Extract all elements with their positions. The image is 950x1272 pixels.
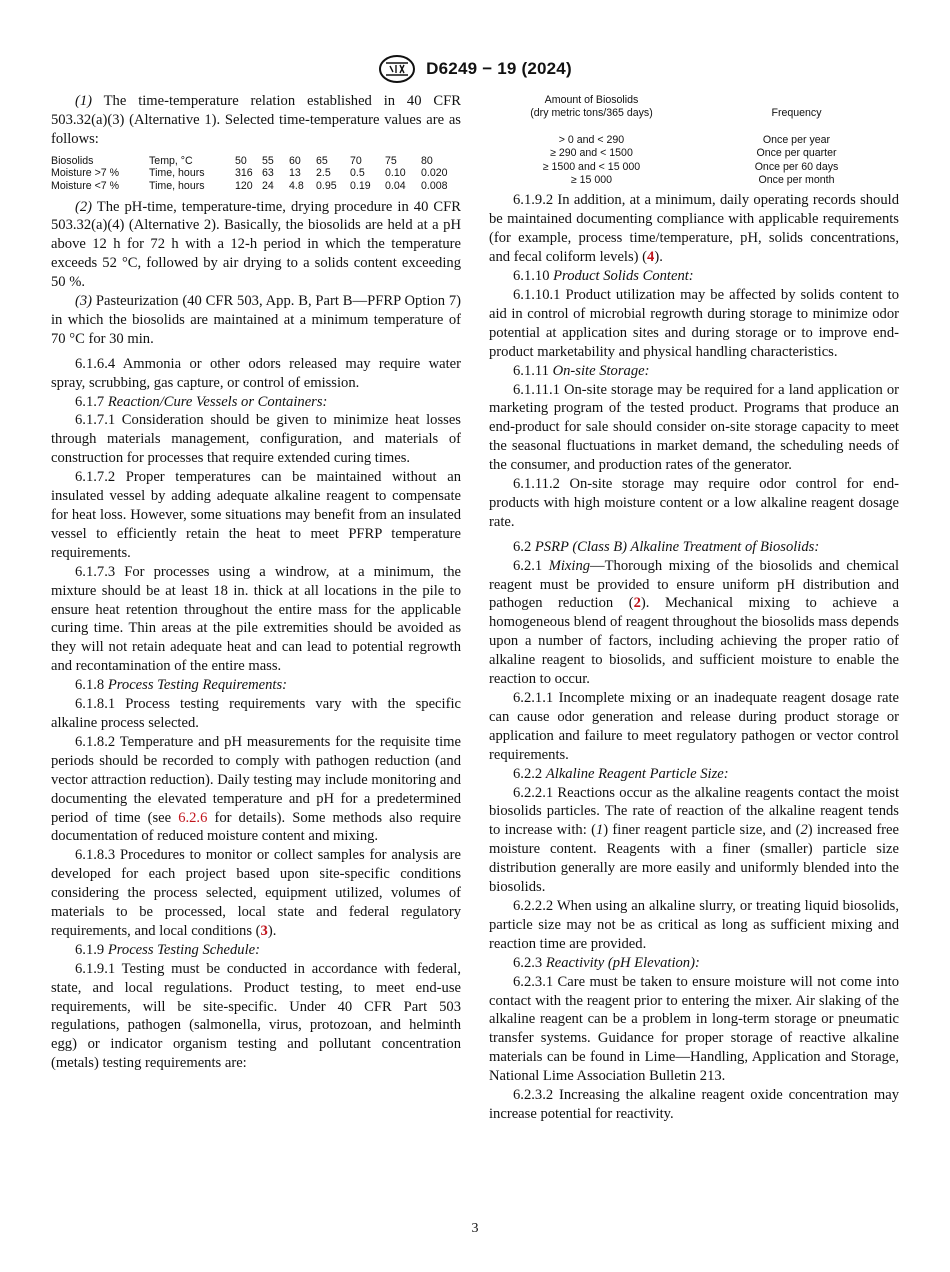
section-title: Alkaline Reagent Particle Size: <box>545 765 729 782</box>
section-6-1-8-1: 6.1.8.1 Process testing requirements vary with the specific alkaline process selected. <box>51 696 461 731</box>
table-cell: Biosolids <box>51 154 94 167</box>
astm-logo-icon <box>378 54 416 84</box>
table-header-cell: Frequency <box>771 107 822 120</box>
section-6-1-11-heading <box>489 362 899 381</box>
section-6-1-11-2: 6.1.11.2 On-site storage may require odor control for end-products with high moisture content or a low alkaline reagent dosage rate. <box>489 476 899 530</box>
header-line: (dry metric tons/365 days) <box>530 107 653 120</box>
item-2 <box>51 198 461 293</box>
table-cell: Temp, °C <box>149 154 193 167</box>
table-spacer-row <box>489 121 899 134</box>
table-header-cell <box>489 94 694 121</box>
section-number: 6.2.2 <box>513 765 546 782</box>
table-cell: 0.10 <box>385 167 406 180</box>
table-row <box>51 155 457 168</box>
table-cell: ≥ 290 and < 1500 <box>550 147 633 160</box>
section-title: Process Testing Requirements: <box>107 677 288 694</box>
section-6-2-1 <box>489 557 899 689</box>
table-cell: Once per quarter <box>756 147 837 160</box>
table-row <box>489 134 899 147</box>
paragraph-text: ) increased free moisture content. Reagents with a finer (smaller) particle size distribution generally are more easily and uniformly blended into the biosolids. <box>489 822 899 896</box>
item-1 <box>51 92 461 149</box>
table-cell: Moisture >7 % <box>51 167 120 180</box>
section-6-1-6-4: 6.1.6.4 Ammonia or other odors released may require water spray, scrubbing, gas capture, or control of emission. <box>51 355 461 391</box>
table-cell: 120 <box>235 179 253 192</box>
table-cell: 55 <box>262 154 274 167</box>
table-row <box>51 180 457 193</box>
table-cell: 13 <box>289 167 301 180</box>
paragraph-text: ). <box>267 922 277 939</box>
table-cell: Moisture <7 % <box>51 179 120 192</box>
item-1-text: The time-temperature relation established in 40 CFR 503.32(a)(3) (Alternative 1). Selected time-temperature values are as follows: <box>51 93 461 147</box>
section-title: Reactivity (pH Elevation): <box>545 954 700 971</box>
section-6-1-9-1: 6.1.9.1 Testing must be conducted in accordance with federal, state, and local regulations. Product testing, to meet end-use requirements, will be site-specific. Under 40 CFR Part 503 regulations, pathogen (salmonella, virus, protozoan, and helminth egg) or indicator organism testing and pollutant concentration (metals) testing requirements are: <box>51 960 461 1072</box>
section-6-2-3-heading <box>489 954 899 973</box>
page-header <box>0 54 950 84</box>
paragraph-text: 6.1.9.2 In addition, at a minimum, daily operating records should be maintained documenting compliance with applicable requirements (for example, process time/temperature, pH, solids concentrations, and fecal coliform levels) ( <box>489 192 899 266</box>
header-line: Amount of Biosolids <box>544 94 639 106</box>
table-cell: Once per year <box>762 133 831 146</box>
section-title: Process Testing Schedule: <box>107 941 260 958</box>
section-6-1-8-heading <box>51 676 461 695</box>
table-cell: 50 <box>235 154 247 167</box>
section-6-1-8-3 <box>51 846 461 941</box>
reference-link[interactable]: 2 <box>633 595 641 612</box>
table-cell: 75 <box>385 154 397 167</box>
table-row <box>489 174 899 187</box>
page-number: 3 <box>471 1221 479 1236</box>
section-6-1-7-1: 6.1.7.1 Consideration should be given to minimize heat losses through materials management, configuration, and materials of construction for processes that require extended curing times. <box>51 412 461 467</box>
section-6-1-9-2 <box>489 191 899 267</box>
paragraph-text: —Thorough mixing of the biosolids and chemical reagent must be provided to ensure uniform pH distribution and pathogen reduction ( <box>489 557 900 612</box>
paragraph-text: for details). Some methods also require documentation of reduced moisture content and mixing. <box>51 809 461 845</box>
item-2-number: (2) <box>75 198 93 215</box>
section-6-1-7-heading <box>51 393 461 412</box>
section-6-1-11-1: 6.1.11.1 On-site storage may be required for a land application or marketing program of the tested product. Programs that produce an end-product for sale should consider on-site storage capacity to meet the seasonal fluctuations in market demand, the scheduling needs of the consumer, and production rates of the generator. <box>489 381 899 474</box>
paragraph-text: ). Mechanical mixing to achieve a homogeneous blend of reagent throughout the biosolids mass depends upon a number of factors, including achieving the proper ratio of alkaline reagent to biosolids, and sufficient moisture to enable the reaction to occur. <box>489 595 899 688</box>
table-row <box>489 161 899 174</box>
item-2-text: The pH-time, temperature-time, drying procedure in 40 CFR 503.32(a)(4) (Alternative 2). Basically, the biosolids are held at a pH above 12 h for 72 h with a 12-h period in which the temperature exceeds 52 °C, followed by air drying to a solids content exceeding 50 %. <box>51 198 461 291</box>
section-6-2-3-1: 6.2.3.1 Care must be taken to ensure moisture will not come into contact with the reagent prior to entering the mixer. Air slaking of the alkaline reagent can be a problem in long-term storage or pneumatic transfer systems. Guidance for proper storage of reactive alkaline materials can be found in Lime—Handling, Application and Storage, National Lime Association Bulletin 213. <box>489 973 899 1085</box>
section-6-1-7-2: 6.1.7.2 Proper temperatures can be maintained without an insulated vessel by adding adequate alkaline reagent to compensate for heat loss. However, some situations may benefit from an insulated vessel to efficiently retain the heat to meet PFRP temperature requirements. <box>51 469 461 561</box>
section-number: 6.1.7 <box>75 393 108 410</box>
section-6-1-10-heading <box>489 267 899 286</box>
section-number: 6.2.1 <box>513 557 549 574</box>
table-cell: 0.008 <box>421 179 448 192</box>
table-cell: > 0 and < 290 <box>558 133 625 146</box>
paragraph-text: 6.2.2.1 Reactions occur as the alkaline reagents contact the moist biosolids particles. The rate of reaction of the alkaline reagent tends to increase with: ( <box>489 784 899 839</box>
section-6-2-1-1: 6.2.1.1 Incomplete mixing or an inadequate reagent dosage rate can cause odor generation and release during product storage or application and failure to meet regulatory pathogen or vector control requirements. <box>489 690 899 763</box>
table-cell: 63 <box>262 167 274 180</box>
paragraph-text: 6.1.8.3 Procedures to monitor or collect samples for analysis are developed for each project based upon site-specific conditions considering the process selected, equipment utilized, volumes of materials to be processed, local state and federal regulatory requirements, and local conditions ( <box>51 847 461 939</box>
reference-link[interactable]: 3 <box>260 922 268 939</box>
section-title: Reaction/Cure Vessels or Containers: <box>107 393 328 410</box>
section-6-1-7-3: 6.1.7.3 For processes using a windrow, at a minimum, the mixture should be at least 18 in. thick at all locations in the pile to ensure heat retention throughout the entire mass for the applicable curing time. Thin areas at the pile extremities should be avoided as they will not retain adequate heat and can lead to potential regrowth and recontamination of the entire mass. <box>51 563 461 675</box>
section-6-1-10-1: 6.1.10.1 Product utilization may be affected by solids content to aid in control of microbial regrowth during storage to minimize odor potential at application sites and during storage or to improve end-product marketability and physical handling characteristics. <box>489 286 899 360</box>
table-cell: 0.04 <box>385 179 406 192</box>
section-number: 6.1.8 <box>75 677 108 694</box>
table-cell: 0.020 <box>421 167 448 180</box>
section-title: PSRP (Class B) Alkaline Treatment of Biosolids: <box>534 538 820 555</box>
right-column <box>489 92 899 1124</box>
paragraph-text: ) finer reagent particle size, and ( <box>603 822 801 839</box>
paragraph-text: 6.1.8.2 Temperature and pH measurements for the requisite time periods should be recorded to comply with pathogen reduction (and vector attraction reduction). Daily testing may include monitoring and documenting the elevated temperature and pH for a predetermined period of time (see <box>51 733 461 826</box>
table-cell: 60 <box>289 154 301 167</box>
section-number: 6.2 <box>513 538 535 555</box>
section-6-2-2-1 <box>489 784 899 897</box>
table-cell: 4.8 <box>289 179 304 192</box>
time-temperature-table <box>51 155 457 193</box>
item-3 <box>51 292 461 349</box>
section-number: 6.1.9 <box>75 941 108 958</box>
table-cell: 0.95 <box>316 179 337 192</box>
item-3-text: Pasteurization (40 CFR 503, App. B, Part B—PFRP Option 7) in which the biosolids are maintained at a minimum temperature of 70 °C for 30 min. <box>51 293 461 347</box>
table-cell: 65 <box>316 154 328 167</box>
section-number: 6.2.3 <box>513 954 546 971</box>
section-title: Product Solids Content: <box>553 268 694 285</box>
table-row <box>489 147 899 160</box>
section-6-1-9-heading <box>51 941 461 960</box>
table-cell: Once per 60 days <box>754 160 839 173</box>
table-cell: 70 <box>350 154 362 167</box>
item-3-number: (3) <box>75 293 93 310</box>
table-cell: ≥ 1500 and < 15 000 <box>542 160 641 173</box>
table-cell: 0.19 <box>350 179 371 192</box>
table-cell: Once per month <box>758 174 835 187</box>
table-cell: 0.5 <box>350 167 365 180</box>
section-title: Mixing <box>548 557 591 574</box>
table-cell: 80 <box>421 154 433 167</box>
section-6-1-8-2 <box>51 733 461 846</box>
list-marker: 2 <box>800 822 808 839</box>
section-title: On-site Storage: <box>552 362 650 379</box>
list-marker: 1 <box>595 822 604 839</box>
table-cell: ≥ 15 000 <box>570 174 613 187</box>
table-cell: Time, hours <box>149 167 205 180</box>
section-6-2-3-2: 6.2.3.2 Increasing the alkaline reagent oxide concentration may increase potential for reactivity. <box>489 1087 899 1122</box>
section-link[interactable]: 6.2.6 <box>178 809 208 826</box>
table-cell: 24 <box>262 179 274 192</box>
table-row <box>51 167 457 180</box>
left-column <box>51 92 461 1073</box>
table-header-row <box>489 94 899 121</box>
reference-link[interactable]: 4 <box>647 249 655 266</box>
item-1-number: (1) <box>75 93 93 109</box>
section-6-2-2-heading <box>489 765 899 784</box>
section-6-2-heading <box>489 538 899 557</box>
testing-frequency-table <box>489 94 899 187</box>
section-number: 6.1.11 <box>513 362 553 379</box>
section-6-2-2-2: 6.2.2.2 When using an alkaline slurry, or treating liquid biosolids, particle size may not be as critical as long as sufficient mixing and reaction time are provided. <box>489 897 899 952</box>
table-cell: Time, hours <box>149 179 205 192</box>
table-cell: 2.5 <box>316 167 331 180</box>
section-number: 6.1.10 <box>513 268 554 285</box>
paragraph-text: ). <box>654 249 663 266</box>
table-cell: 316 <box>235 167 253 180</box>
document-id: D6249 − 19 (2024) <box>426 59 572 78</box>
